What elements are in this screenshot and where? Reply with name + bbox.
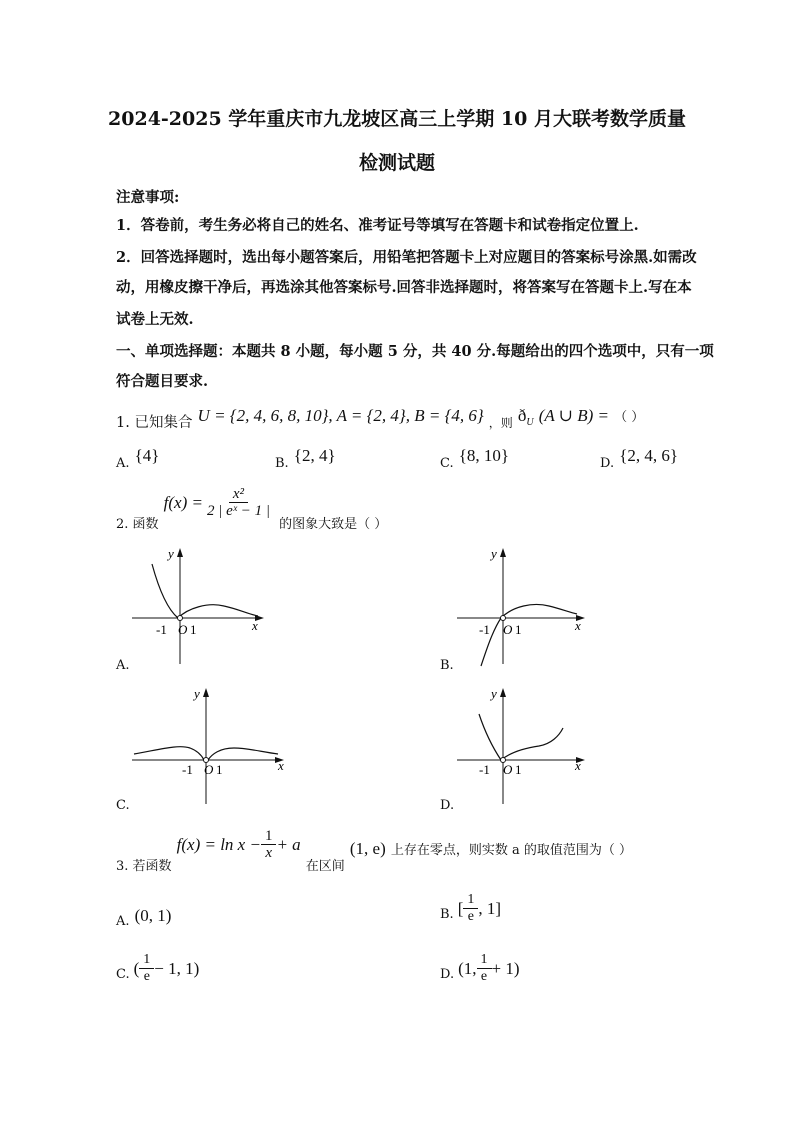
notice-item-2-line3: 试卷上无效. [116, 311, 194, 328]
q3-option-b[interactable]: B. [ $\frac{1}{e}$ , 1] [440, 892, 502, 924]
section-heading-line1: 一、单项选择题：本题共 8 小题，每小题 5 分，共 40 分.每题给出的四个选项中，只有一项 [116, 343, 714, 360]
q3-suffix: 上存在零点，则实数 a 的取值范围为（ ） [390, 842, 633, 858]
q1-option-a-value: {4} [134, 446, 160, 465]
x-axis-label: x [252, 618, 258, 633]
origin-label: O [178, 622, 188, 637]
question-3 [116, 828, 633, 874]
q3-middle: 在区间 [305, 858, 345, 874]
graph-b [453, 544, 603, 668]
question-2 [116, 486, 388, 532]
x-axis-label: x [575, 758, 581, 773]
page-title-line2: 检测试题 [358, 152, 435, 174]
q3-interval: (1, e) [349, 838, 386, 858]
q3-prefix: 3. 若函数 [116, 858, 172, 874]
notice-item-2-line1: 2．回答选择题时，选出每小题答案后，用铅笔把答题卡上对应题目的答案标号涂黑.如需改 [116, 249, 697, 266]
q1-option-c[interactable]: $_{C.}$ {8, 10} [440, 446, 510, 471]
q2-option-d[interactable]: D. [440, 798, 455, 813]
graph-a [128, 544, 278, 668]
q1-sets: U = {2, 4, 6, 8, 10}, A = {2, 4}, B = {4, 6} [197, 406, 484, 425]
q3-option-a-value: (0, 1) [134, 906, 172, 925]
y-axis-label: y [168, 546, 174, 561]
q3-option-a[interactable]: $_{A.}$ (0, 1) [116, 906, 172, 929]
q1-prefix: 1. 已知集合 [116, 415, 193, 431]
tick-one: 1 [190, 622, 197, 637]
origin-label: O [503, 622, 513, 637]
q3-option-c[interactable]: C. ( $\frac{1}{e}$ − 1, 1) [116, 952, 200, 984]
q3-option-d[interactable]: D. (1, $\frac{1}{e}$ + 1) [440, 952, 520, 984]
q2-prefix: 2. 函数 [116, 516, 159, 532]
q1-option-a[interactable]: $_{A.}$ {4} [116, 446, 160, 471]
graph-c [128, 684, 298, 808]
y-axis-label: y [491, 686, 497, 701]
q2-denominator: 2 | eˣ − 1 | [206, 503, 270, 519]
page-title: 2024-2025 学年重庆市九龙坡区高三上学期 10 月大联考数学质量 [108, 108, 686, 130]
q3-frac-num: 1 [261, 828, 277, 845]
notice-item-2-line2: 动，用橡皮擦干净后，再选涂其他答案标号.回答非选择题时，将答案写在答题卡上.写在本 [116, 279, 692, 296]
q2-option-b[interactable]: B. [440, 658, 454, 673]
q3-plus-a: + a [276, 834, 301, 854]
q2-numerator: x² [229, 486, 248, 503]
x-axis-label: x [575, 618, 581, 633]
section-heading-line2: 符合题目要求. [116, 373, 209, 390]
tick-minus-one: -1 [479, 762, 490, 777]
tick-one: 1 [216, 762, 223, 777]
y-axis-label: y [491, 546, 497, 561]
q1-union: (A ∪ B) = [538, 406, 609, 425]
tick-minus-one: -1 [479, 622, 490, 637]
q2-fx: f(x) = [163, 492, 203, 512]
x-axis-label: x [278, 758, 284, 773]
origin-label: O [503, 762, 513, 777]
q1-option-b[interactable]: $_{B.}$ {2, 4} [275, 446, 336, 471]
q1-option-d-value: {2, 4, 6} [619, 446, 679, 465]
complement-symbol: ð [517, 406, 527, 425]
q1-option-b-value: {2, 4} [293, 446, 336, 465]
q3-fx: f(x) = ln x − [176, 834, 261, 854]
graph-d [453, 684, 603, 808]
notice-item-1: 1．答卷前，考生务必将自己的姓名、准考证号等填写在答题卡和试卷指定位置上. [116, 217, 639, 234]
q2-suffix: 的图象大致是（ ） [279, 516, 388, 532]
question-1: 1. 已知集合 U = {2, 4, 6, 8, 10}, A = {2, 4}, B = {4, 6} $_{,则}$ $ð_U$ (A ∪ B) = （ ） [116, 406, 645, 431]
tick-minus-one: -1 [156, 622, 167, 637]
q3-frac-den: x [265, 845, 273, 861]
q1-then: ，则 [488, 416, 513, 430]
q1-answer-paren: （ ） [614, 410, 645, 425]
tick-one: 1 [515, 622, 522, 637]
tick-minus-one: -1 [182, 762, 193, 777]
notice-heading: 注意事项: [116, 189, 180, 206]
q1-option-c-value: {8, 10} [458, 446, 510, 465]
q1-option-d[interactable]: $_{D.}$ {2, 4, 6} [600, 446, 679, 471]
y-axis-label: y [194, 686, 200, 701]
q2-option-a[interactable]: A. [116, 658, 130, 673]
q2-option-c[interactable]: C. [116, 798, 130, 813]
origin-label: O [204, 762, 214, 777]
tick-one: 1 [515, 762, 522, 777]
